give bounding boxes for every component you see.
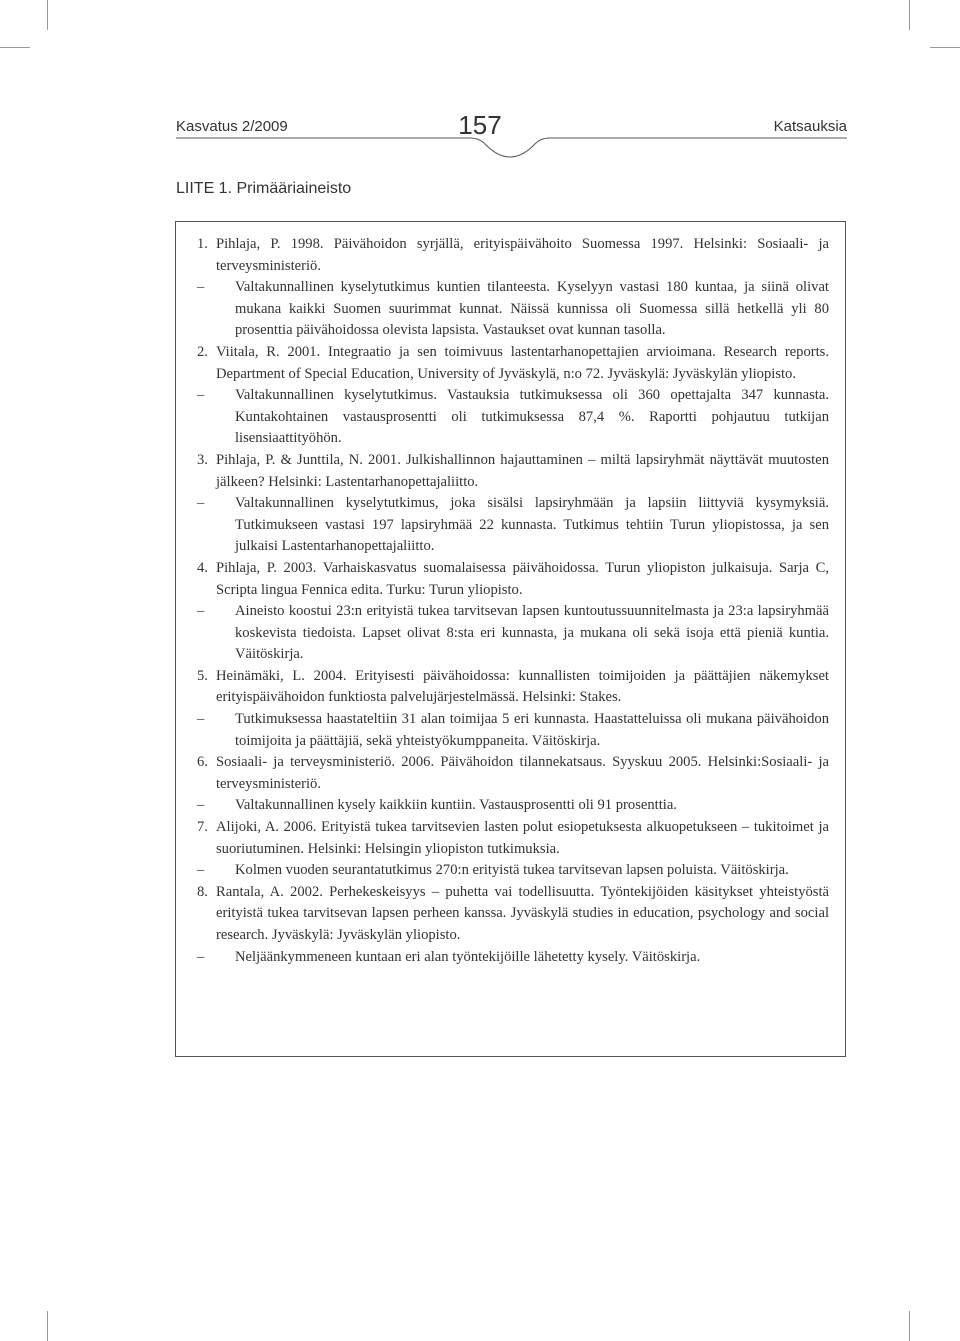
reference-note xyxy=(197,601,829,666)
reference-text: Alijoki, A. 2006. Erityistä tukea tarvitsevien lasten polut esiopetuksesta alkuopetukseen – tukitoimet ja suoriutuminen. Helsinki: Helsingin yliopiston tutkimuksia. xyxy=(216,819,829,857)
note-dash: – xyxy=(197,495,205,512)
reference-text: Rantala, A. 2002. Perhekeskeisyys – puhetta vai todellisuutta. Työntekijöiden käsitykset yhteistyöstä erityistä tukea tarvitsevan lapsen perheen kanssa. Jyväskylä studies in education, psychology and social research. Jyväskylä: Jyväskylän yliopisto. xyxy=(216,883,829,943)
reference-item xyxy=(197,882,829,947)
reference-note xyxy=(197,860,829,882)
note-dash: – xyxy=(197,279,205,296)
reference-number: 3. xyxy=(197,451,208,468)
note-text: Valtakunnallinen kyselytutkimus. Vastauksia tutkimuksessa oli 360 opettajalta 347 kunnasta. Kuntakohtainen vastausprosentti oli tutkimuksessa 87,4 %. Raportti pohjautuu tutkijan lisensiaattityöhön. xyxy=(235,387,829,447)
reference-text: Pihlaja, P. 2003. Varhaiskasvatus suomalaisessa päivähoidossa. Turun yliopiston julkaisuja. Sarja C, Scripta lingua Fennica edita. Turku: Turun yliopisto. xyxy=(216,559,829,598)
note-dash: – xyxy=(197,797,205,814)
reference-text: Viitala, R. 2001. Integraatio ja sen toimivuus lastentarhanopettajien arvioimana. Research reports. Department of Special Education, University of Jyväskylä, n:o 72. Jyväskylä: Jyväskylän yliopisto. xyxy=(216,343,829,382)
reference-text: Sosiaali- ja terveysministeriö. 2006. Päivähoidon tilannekatsaus. Syyskuu 2005. Helsinki:Sosiaali- ja terveysministeriö. xyxy=(216,754,829,792)
crop-mark-bottom-right xyxy=(909,1311,910,1341)
reference-number: 5. xyxy=(197,667,208,684)
note-text: Valtakunnallinen kysely kaikkiin kuntiin. Vastausprosentti oli 91 prosenttia. xyxy=(235,797,677,814)
page-number: 157 xyxy=(458,110,502,140)
appendix-title: LIITE 1. Primääriaineisto xyxy=(176,180,352,197)
reference-number: 6. xyxy=(197,754,208,771)
note-dash: – xyxy=(197,862,205,879)
journal-issue: Kasvatus 2/2009 xyxy=(176,118,288,135)
reference-item xyxy=(197,817,829,860)
reference-item xyxy=(197,558,829,601)
note-dash: – xyxy=(197,948,205,965)
note-text: Tutkimuksessa haastateltiin 31 alan toimijaa 5 eri kunnasta. Haastatteluissa oli mukana päivähoidon toimijoita ja päättäjiä, sekä yhteistyökumppaneita. Väitöskirja. xyxy=(235,711,829,749)
reference-note xyxy=(197,385,829,450)
reference-note xyxy=(197,493,829,558)
note-text: Valtakunnallinen kyselytutkimus, joka sisälsi lapsiryhmään ja lapsiin liittyviä kysymyksiä. Tutkimukseen vastasi 197 lapsiryhmää 22 kunnasta. Tutkimus tehtiin Turun yliopistossa, ja sen julkaisi Lastentarhanopettajaliitto. xyxy=(235,495,829,555)
reference-number: 4. xyxy=(197,559,208,576)
reference-item xyxy=(197,752,829,795)
reference-text: Heinämäki, L. 2004. Erityisesti päivähoidossa: kunnallisten toimijoiden ja päättäjien näkemykset erityispäivähoidon funktiosta palvelujärjestelmässä. Helsinki: Stakes. xyxy=(216,667,829,706)
note-text: Neljäänkymmeneen kuntaan eri alan työntekijöille lähetetty kysely. Väitöskirja. xyxy=(235,948,701,965)
reference-item xyxy=(197,342,829,385)
note-dash: – xyxy=(197,603,205,620)
note-dash: – xyxy=(197,387,205,404)
reference-list xyxy=(197,234,829,968)
reference-number: 7. xyxy=(197,819,208,836)
reference-note xyxy=(197,709,829,752)
note-dash: – xyxy=(197,711,205,728)
reference-item xyxy=(197,666,829,709)
section-name: Katsauksia xyxy=(773,118,847,135)
crop-mark-bottom-left xyxy=(47,1311,48,1341)
note-text: Kolmen vuoden seurantatutkimus 270:n erityistä tukea tarvitsevan lapsen poluista. Väitöskirja. xyxy=(235,862,789,879)
note-text: Aineisto koostui 23:n erityistä tukea tarvitsevan lapsen kuntoutussuunnitelmasta ja 23:a lapsiryhmää koskevista tiedoista. Lapset olivat 8:sta eri kunnasta, ja mukana oli sekä isoja että pieniä kuntia. Väitöskirja. xyxy=(235,603,829,663)
note-text: Valtakunnallinen kyselytutkimus kuntien tilanteesta. Kyselyyn vastasi 180 kuntaa, ja siinä olivat mukana kaikki Suomen suurimmat kunnat. Näissä kunnissa oli Suomessa sillä hetkellä yli 80 prosenttia päivähoidossa olevista lapsista. Vastaukset ovat kunnan tasolla. xyxy=(235,279,829,339)
reference-item xyxy=(197,450,829,493)
reference-text: Pihlaja, P. & Junttila, N. 2001. Julkishallinnon hajauttaminen – miltä lapsiryhmät näyttävät muutosten jälkeen? Helsinki: Lastentarhanopettajaliitto. xyxy=(216,451,829,490)
reference-number: 2. xyxy=(197,343,208,360)
reference-note xyxy=(197,277,829,342)
reference-note xyxy=(197,795,829,817)
reference-number: 1. xyxy=(197,236,208,252)
header-rule xyxy=(0,0,960,170)
reference-note xyxy=(197,947,829,969)
reference-text: Pihlaja, P. 1998. Päivähoidon syrjällä, erityispäivähoito Suomessa 1997. Helsinki: Sosiaali- ja terveysministeriö. xyxy=(216,236,829,274)
reference-item xyxy=(197,234,829,277)
reference-number: 8. xyxy=(197,883,208,900)
